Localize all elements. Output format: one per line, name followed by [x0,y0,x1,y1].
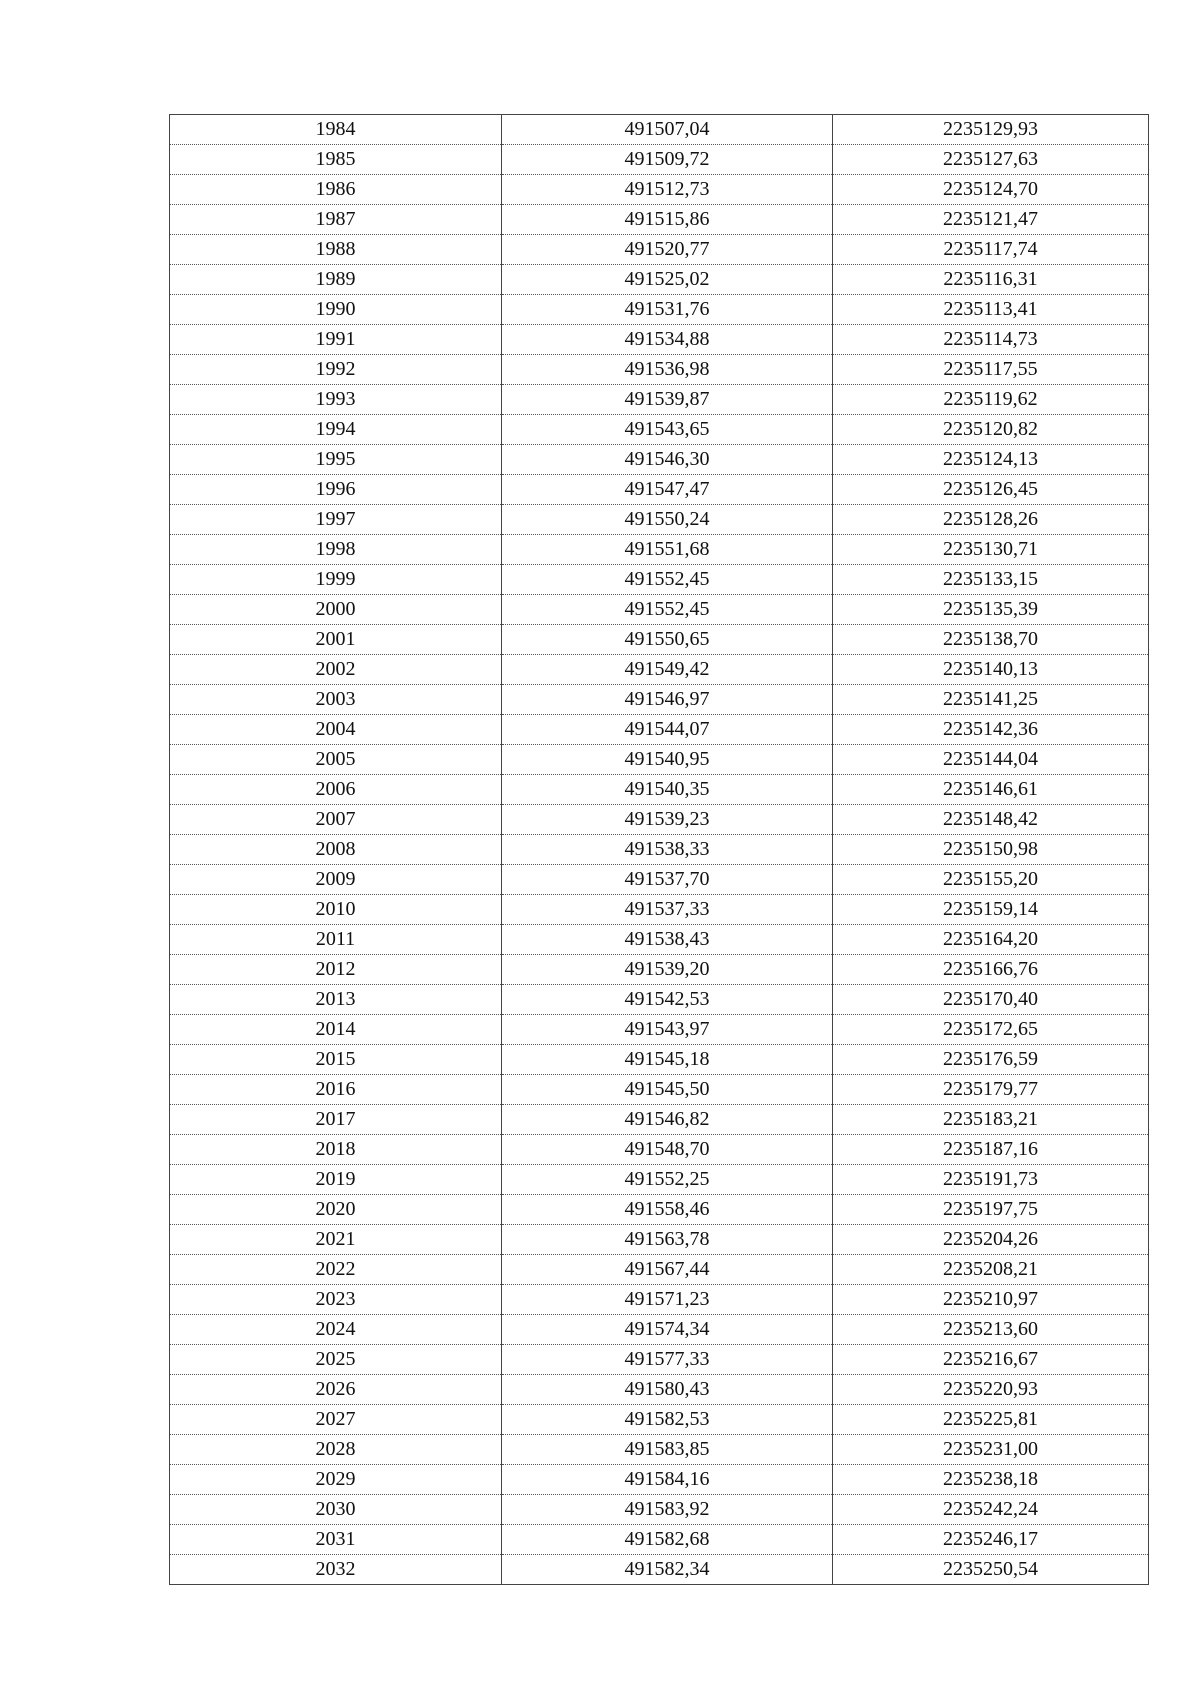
x-coordinate-cell: 491582,53 [502,1405,833,1435]
x-coordinate-cell: 491580,43 [502,1375,833,1405]
point-number-cell: 1984 [170,115,502,145]
y-coordinate-cell: 2235130,71 [833,535,1149,565]
table-row [170,145,1149,175]
y-coordinate-cell: 2235250,54 [833,1555,1149,1585]
table-row [170,595,1149,625]
y-coordinate-cell: 2235191,73 [833,1165,1149,1195]
point-number-cell: 2027 [170,1405,502,1435]
x-coordinate-cell: 491550,65 [502,625,833,655]
table-row [170,625,1149,655]
x-coordinate-cell: 491551,68 [502,535,833,565]
y-coordinate-cell: 2235172,65 [833,1015,1149,1045]
x-coordinate-cell: 491534,88 [502,325,833,355]
point-number-cell: 2019 [170,1165,502,1195]
table-row [170,1105,1149,1135]
x-coordinate-cell: 491577,33 [502,1345,833,1375]
y-coordinate-cell: 2235187,16 [833,1135,1149,1165]
point-number-cell: 1999 [170,565,502,595]
table-row [170,1165,1149,1195]
table-row [170,535,1149,565]
y-coordinate-cell: 2235246,17 [833,1525,1149,1555]
coordinates-table-body [170,115,1149,1585]
table-row [170,1555,1149,1585]
table-row [170,295,1149,325]
y-coordinate-cell: 2235176,59 [833,1045,1149,1075]
point-number-cell: 1988 [170,235,502,265]
y-coordinate-cell: 2235133,15 [833,565,1149,595]
y-coordinate-cell: 2235208,21 [833,1255,1149,1285]
table-row [170,1405,1149,1435]
y-coordinate-cell: 2235124,70 [833,175,1149,205]
x-coordinate-cell: 491538,43 [502,925,833,955]
point-number-cell: 1995 [170,445,502,475]
point-number-cell: 2022 [170,1255,502,1285]
x-coordinate-cell: 491574,34 [502,1315,833,1345]
point-number-cell: 2014 [170,1015,502,1045]
x-coordinate-cell: 491582,34 [502,1555,833,1585]
table-row [170,475,1149,505]
x-coordinate-cell: 491584,16 [502,1465,833,1495]
table-row [170,1075,1149,1105]
table-row [170,1285,1149,1315]
table-row [170,1315,1149,1345]
table-row [170,1135,1149,1165]
y-coordinate-cell: 2235159,14 [833,895,1149,925]
x-coordinate-cell: 491543,97 [502,1015,833,1045]
table-row [170,925,1149,955]
point-number-cell: 1992 [170,355,502,385]
x-coordinate-cell: 491520,77 [502,235,833,265]
table-row [170,325,1149,355]
y-coordinate-cell: 2235113,41 [833,295,1149,325]
x-coordinate-cell: 491583,85 [502,1435,833,1465]
table-row [170,1045,1149,1075]
point-number-cell: 2008 [170,835,502,865]
x-coordinate-cell: 491542,53 [502,985,833,1015]
y-coordinate-cell: 2235144,04 [833,745,1149,775]
x-coordinate-cell: 491552,45 [502,565,833,595]
point-number-cell: 2001 [170,625,502,655]
y-coordinate-cell: 2235142,36 [833,715,1149,745]
table-row [170,1345,1149,1375]
y-coordinate-cell: 2235210,97 [833,1285,1149,1315]
x-coordinate-cell: 491515,86 [502,205,833,235]
y-coordinate-cell: 2235231,00 [833,1435,1149,1465]
point-number-cell: 2030 [170,1495,502,1525]
point-number-cell: 1993 [170,385,502,415]
y-coordinate-cell: 2235141,25 [833,685,1149,715]
y-coordinate-cell: 2235126,45 [833,475,1149,505]
x-coordinate-cell: 491544,07 [502,715,833,745]
y-coordinate-cell: 2235129,93 [833,115,1149,145]
table-row [170,205,1149,235]
x-coordinate-cell: 491512,73 [502,175,833,205]
point-number-cell: 2007 [170,805,502,835]
x-coordinate-cell: 491567,44 [502,1255,833,1285]
x-coordinate-cell: 491525,02 [502,265,833,295]
y-coordinate-cell: 2235238,18 [833,1465,1149,1495]
point-number-cell: 2029 [170,1465,502,1495]
table-row [170,835,1149,865]
y-coordinate-cell: 2235150,98 [833,835,1149,865]
x-coordinate-cell: 491546,82 [502,1105,833,1135]
x-coordinate-cell: 491548,70 [502,1135,833,1165]
y-coordinate-cell: 2235183,21 [833,1105,1149,1135]
table-row [170,355,1149,385]
x-coordinate-cell: 491545,18 [502,1045,833,1075]
coordinates-table [169,114,1149,1585]
y-coordinate-cell: 2235119,62 [833,385,1149,415]
table-row [170,1465,1149,1495]
y-coordinate-cell: 2235225,81 [833,1405,1149,1435]
point-number-cell: 2011 [170,925,502,955]
y-coordinate-cell: 2235146,61 [833,775,1149,805]
point-number-cell: 2006 [170,775,502,805]
y-coordinate-cell: 2235114,73 [833,325,1149,355]
x-coordinate-cell: 491583,92 [502,1495,833,1525]
point-number-cell: 2028 [170,1435,502,1465]
point-number-cell: 2018 [170,1135,502,1165]
y-coordinate-cell: 2235117,74 [833,235,1149,265]
point-number-cell: 2023 [170,1285,502,1315]
table-row [170,715,1149,745]
table-row [170,1495,1149,1525]
x-coordinate-cell: 491539,87 [502,385,833,415]
y-coordinate-cell: 2235117,55 [833,355,1149,385]
table-row [170,685,1149,715]
table-row [170,565,1149,595]
table-row [170,895,1149,925]
point-number-cell: 2002 [170,655,502,685]
point-number-cell: 2004 [170,715,502,745]
table-row [170,415,1149,445]
y-coordinate-cell: 2235216,67 [833,1345,1149,1375]
table-row [170,1525,1149,1555]
point-number-cell: 2016 [170,1075,502,1105]
y-coordinate-cell: 2235116,31 [833,265,1149,295]
y-coordinate-cell: 2235148,42 [833,805,1149,835]
table-row [170,235,1149,265]
x-coordinate-cell: 491509,72 [502,145,833,175]
point-number-cell: 2031 [170,1525,502,1555]
table-row [170,1225,1149,1255]
x-coordinate-cell: 491543,65 [502,415,833,445]
y-coordinate-cell: 2235124,13 [833,445,1149,475]
x-coordinate-cell: 491537,70 [502,865,833,895]
y-coordinate-cell: 2235127,63 [833,145,1149,175]
table-row [170,865,1149,895]
point-number-cell: 2017 [170,1105,502,1135]
y-coordinate-cell: 2235128,26 [833,505,1149,535]
table-row [170,745,1149,775]
x-coordinate-cell: 491552,25 [502,1165,833,1195]
x-coordinate-cell: 491558,46 [502,1195,833,1225]
y-coordinate-cell: 2235220,93 [833,1375,1149,1405]
table-row [170,1255,1149,1285]
point-number-cell: 2005 [170,745,502,775]
table-row [170,175,1149,205]
point-number-cell: 2009 [170,865,502,895]
point-number-cell: 1985 [170,145,502,175]
x-coordinate-cell: 491582,68 [502,1525,833,1555]
x-coordinate-cell: 491552,45 [502,595,833,625]
point-number-cell: 2015 [170,1045,502,1075]
x-coordinate-cell: 491545,50 [502,1075,833,1105]
point-number-cell: 1996 [170,475,502,505]
point-number-cell: 2012 [170,955,502,985]
table-row [170,265,1149,295]
table-row [170,385,1149,415]
x-coordinate-cell: 491540,95 [502,745,833,775]
point-number-cell: 2032 [170,1555,502,1585]
y-coordinate-cell: 2235155,20 [833,865,1149,895]
table-row [170,115,1149,145]
table-row [170,1195,1149,1225]
y-coordinate-cell: 2235170,40 [833,985,1149,1015]
y-coordinate-cell: 2235164,20 [833,925,1149,955]
point-number-cell: 2000 [170,595,502,625]
x-coordinate-cell: 491550,24 [502,505,833,535]
point-number-cell: 2020 [170,1195,502,1225]
table-row [170,445,1149,475]
point-number-cell: 2024 [170,1315,502,1345]
y-coordinate-cell: 2235213,60 [833,1315,1149,1345]
x-coordinate-cell: 491546,97 [502,685,833,715]
y-coordinate-cell: 2235140,13 [833,655,1149,685]
y-coordinate-cell: 2235166,76 [833,955,1149,985]
y-coordinate-cell: 2235135,39 [833,595,1149,625]
point-number-cell: 1998 [170,535,502,565]
table-row [170,505,1149,535]
point-number-cell: 1987 [170,205,502,235]
x-coordinate-cell: 491539,20 [502,955,833,985]
y-coordinate-cell: 2235197,75 [833,1195,1149,1225]
x-coordinate-cell: 491507,04 [502,115,833,145]
point-number-cell: 2013 [170,985,502,1015]
table-row [170,985,1149,1015]
x-coordinate-cell: 491563,78 [502,1225,833,1255]
table-row [170,655,1149,685]
point-number-cell: 2021 [170,1225,502,1255]
x-coordinate-cell: 491536,98 [502,355,833,385]
point-number-cell: 1986 [170,175,502,205]
x-coordinate-cell: 491537,33 [502,895,833,925]
point-number-cell: 2010 [170,895,502,925]
x-coordinate-cell: 491531,76 [502,295,833,325]
point-number-cell: 2026 [170,1375,502,1405]
table-row [170,955,1149,985]
y-coordinate-cell: 2235242,24 [833,1495,1149,1525]
x-coordinate-cell: 491547,47 [502,475,833,505]
point-number-cell: 1989 [170,265,502,295]
x-coordinate-cell: 491538,33 [502,835,833,865]
y-coordinate-cell: 2235138,70 [833,625,1149,655]
point-number-cell: 1994 [170,415,502,445]
x-coordinate-cell: 491549,42 [502,655,833,685]
y-coordinate-cell: 2235120,82 [833,415,1149,445]
point-number-cell: 1997 [170,505,502,535]
x-coordinate-cell: 491539,23 [502,805,833,835]
table-row [170,1435,1149,1465]
point-number-cell: 1990 [170,295,502,325]
x-coordinate-cell: 491571,23 [502,1285,833,1315]
table-row [170,1375,1149,1405]
point-number-cell: 1991 [170,325,502,355]
point-number-cell: 2025 [170,1345,502,1375]
table-row [170,805,1149,835]
table-row [170,1015,1149,1045]
y-coordinate-cell: 2235179,77 [833,1075,1149,1105]
x-coordinate-cell: 491540,35 [502,775,833,805]
y-coordinate-cell: 2235204,26 [833,1225,1149,1255]
point-number-cell: 2003 [170,685,502,715]
y-coordinate-cell: 2235121,47 [833,205,1149,235]
table-row [170,775,1149,805]
x-coordinate-cell: 491546,30 [502,445,833,475]
